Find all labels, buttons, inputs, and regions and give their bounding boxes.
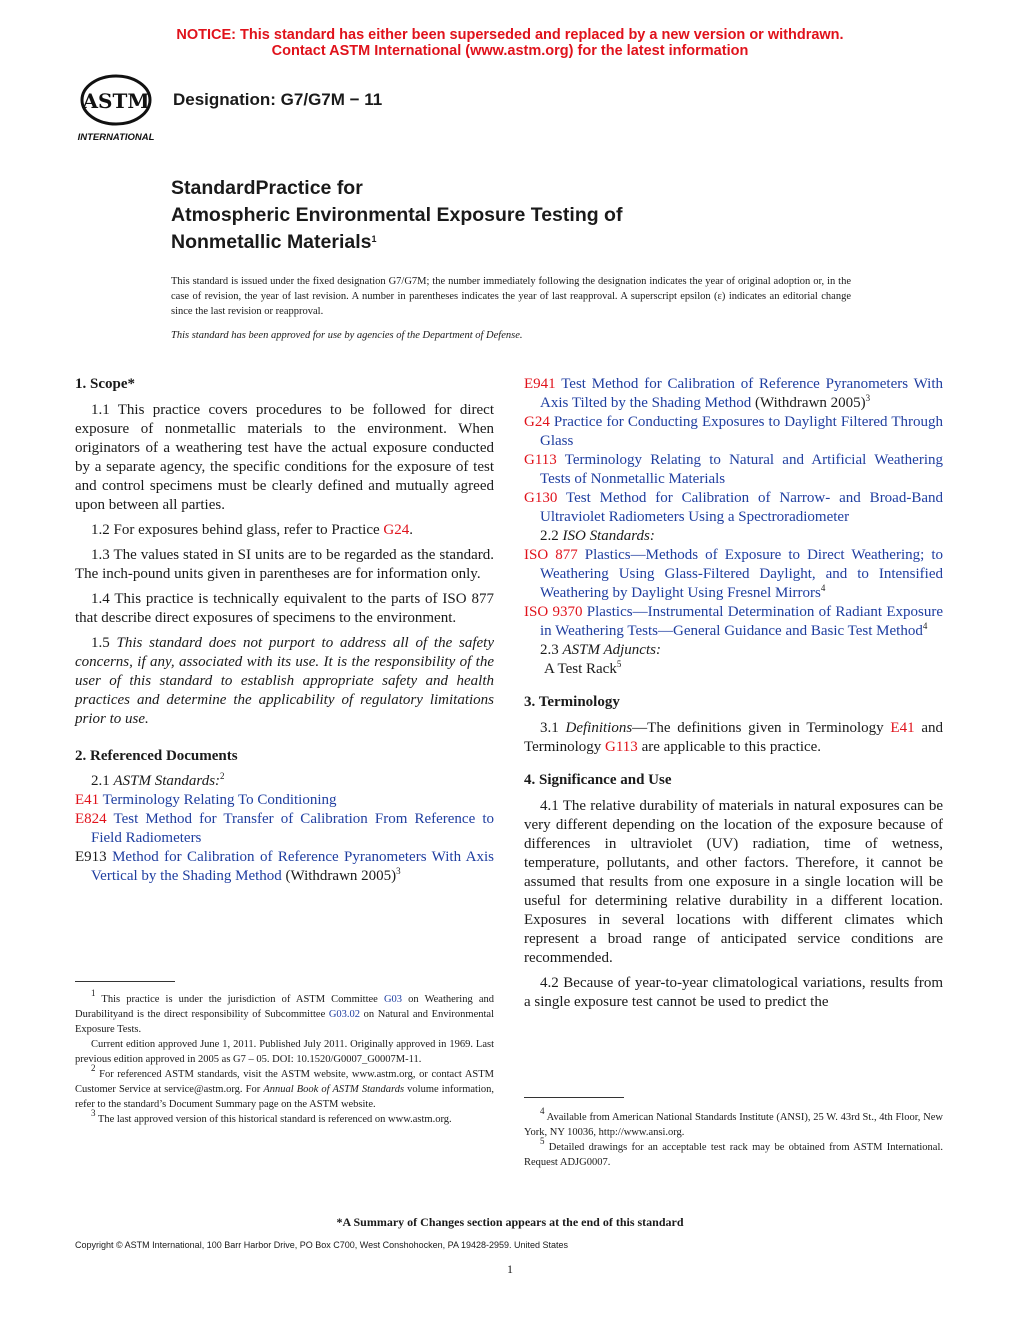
footnote-4: $^4$ Available from American National Standards Institute (ANSI), 25 W. 43rd St., 4th Floor, New York, NY 10036, http://www.ansi.org. <box>524 1106 943 1138</box>
para-1-3: 1.3 The values stated in SI units are to be regarded as the standard. The inch-pound units given in parentheses are for information only. <box>75 547 494 582</box>
para-2-2: 2.2 ISO Standards: <box>540 528 655 544</box>
footnote-5: $^5$ Detailed drawings for an acceptable test rack may be obtained from ASTM International. Request ADJG0007. <box>524 1136 943 1168</box>
ref-iso877: ISO 877 Plastics—Methods of Exposure to Direct Weathering; to Weathering Using Glass-Filtered Daylight, and to Intensified Weathering by Daylight Using Fresnel Mirrors$^4$ <box>524 547 943 601</box>
ref-e941: E941 Test Method for Calibration of Reference Pyranometers With Axis Tilted by the Shading Method (Withdrawn 2005)$^3$ <box>524 376 943 411</box>
para-4-2: 4.2 Because of year-to-year climatological variations, results from a single exposure test cannot be used to predict the <box>524 975 943 1010</box>
ref-g130: G130 Test Method for Calibration of Narrow- and Broad-Band Ultraviolet Radiometers Using a Spectroradiometer <box>524 490 943 525</box>
link-g0302[interactable]: G03.02 <box>328 1009 361 1020</box>
link-e41-term[interactable]: E41 <box>890 720 915 736</box>
title-line-1: StandardPractice for <box>171 177 363 199</box>
footnotes-left <box>75 988 494 1127</box>
notice-banner <box>0 27 1020 59</box>
logo-letters: ASTM <box>82 89 150 113</box>
link-g24-ref[interactable]: G24 <box>524 414 550 430</box>
defense-approval-note: This standard has been approved for use by agencies of the Department of Defense. <box>171 330 523 341</box>
issuance-note: This standard is issued under the fixed designation G7/G7M; the number immediately following the designation indicates the year of original adoption or, in the case of revision, the year of last revision. A number in parentheses indicates the year of last reapproval. A superscript epsilon (ε) indicates an editorial change since the last revision or reapproval. <box>171 276 851 317</box>
ref-e41: E41 Terminology Relating To Conditioning <box>75 792 337 808</box>
footnote-rule-left <box>75 981 175 982</box>
notice-line-1: NOTICE: This standard has either been superseded and replaced by a new version or withdrawn. <box>176 27 844 43</box>
page-number: 1 <box>507 1262 513 1276</box>
section-4-heading: 4. Significance and Use <box>524 772 672 788</box>
title-line-2: Atmospheric Environmental Exposure Testing of <box>171 204 623 226</box>
ref-g113: G113 Terminology Relating to Natural and Artificial Weathering Tests of Nonmetallic Materials <box>524 452 943 487</box>
para-1-4: 1.4 This practice is technically equivalent to the parts of ISO 877 that describe direct exposures of specimens to the environment. <box>75 591 494 626</box>
link-g113[interactable]: G113 <box>524 452 557 468</box>
link-e41[interactable]: E41 <box>75 792 100 808</box>
link-g03[interactable]: G03 <box>383 994 403 1005</box>
designation: Designation: G7/G7M − 11 <box>173 90 383 109</box>
notice-line-2: Contact ASTM International (www.astm.org) for the latest information <box>271 43 749 59</box>
footnote-1: $^1$ This practice is under the jurisdiction of ASTM Committee G03 on Weathering and Durabilityand is the direct responsibility of Subcommittee G03.02 on Natural and Environmental Exposure Tests. <box>75 988 494 1035</box>
ref-iso9370: ISO 9370 Plastics—Instrumental Determination of Radiant Exposure in Weathering Tests—General Guidance and Basic Test Method$^4$ <box>524 604 944 639</box>
ref-e824: E824 Test Method for Transfer of Calibration From Reference to Field Radiometers <box>75 811 494 846</box>
summary-of-changes-note: *A Summary of Changes section appears at the end of this standard <box>336 1215 684 1229</box>
footnote-2: $^2$ For referenced ASTM standards, visit the ASTM website, www.astm.org, or contact ASTM Customer Service at service@astm.org. For Annual Book of ASTM Standards volume information, refer to the standard’s Document Summary page on the ASTM website. <box>75 1063 494 1110</box>
logo-subtitle: INTERNATIONAL <box>77 132 155 143</box>
link-g113-term[interactable]: G113 <box>605 739 638 755</box>
para-4-1: 4.1 The relative durability of materials in natural exposures can be very different depending on the location of the exposure because of differences in ultraviolet (UV) radiation, time of wetness, temperature, pollutants, and other factors. Therefore, it cannot be assumed that results from one exposure in a single location will be useful for determining relative durability in a different location. Exposures in several locations with different climates which represent a broad range of anticipated service conditions are recommended. <box>524 798 943 966</box>
astm-logo-icon <box>68 72 164 144</box>
link-iso877[interactable]: ISO 877 <box>524 547 578 563</box>
link-e824[interactable]: E824 <box>75 811 107 827</box>
left-column <box>75 375 494 886</box>
ref-g24: G24 Practice for Conducting Exposures to Daylight Filtered Through Glass <box>524 414 943 449</box>
link-g130[interactable]: G130 <box>524 490 558 506</box>
para-2-3: 2.3 ASTM Adjuncts: <box>540 642 661 658</box>
para-1-2: 1.2 For exposures behind glass, refer to Practice G24. <box>91 522 414 538</box>
footnote-rule-right <box>524 1097 624 1098</box>
link-g24[interactable]: G24 <box>383 522 410 538</box>
right-column <box>524 375 943 1012</box>
section-1-heading: 1. Scope* <box>75 376 135 392</box>
title-line-3: Nonmetallic Materials$^1$ <box>171 231 377 253</box>
footnotes-right <box>524 1106 943 1170</box>
para-3-1: 3.1 Definitions—The definitions given in Terminology E41 and Terminology G113 are applicable to this practice. <box>524 720 943 755</box>
title-footnote-ref: 1 <box>371 234 377 244</box>
link-iso9370[interactable]: ISO 9370 <box>524 604 583 620</box>
section-3-heading: 3. Terminology <box>524 694 620 710</box>
copyright-line: Copyright © ASTM International, 100 Barr Harbor Drive, PO Box C700, West Conshohocken, PA 19428-2959. United States <box>75 1240 569 1250</box>
footnote-1-edition: Current edition approved June 1, 2011. Published July 2011. Originally approved in 1969. Last previous edition approved in 2005 as G7 – 05. DOI: 10.1520/G0007_G0007M-11. <box>75 1039 494 1065</box>
ref-e913: E913 Method for Calibration of Reference Pyranometers With Axis Vertical by the Shading Method (Withdrawn 2005)$^3$ <box>75 849 494 884</box>
para-1-1: 1.1 This practice covers procedures to be followed for direct exposure of nonmetallic materials to the environment. When originators of a weathering test have the actual exposure conducted by a separate agency, the specific conditions for the exposure of test and control specimens must be clearly defined and mutually agreed upon between all parties. <box>75 402 494 513</box>
document-title <box>171 175 622 256</box>
astm-logo <box>68 72 164 144</box>
footnote-3: $^3$ The last approved version of this historical standard is referenced on www.astm.org. <box>91 1108 452 1125</box>
link-e941[interactable]: E941 <box>524 376 556 392</box>
para-2-1: 2.1 ASTM Standards:$^2$ <box>91 771 225 789</box>
section-2-heading: 2. Referenced Documents <box>75 748 238 764</box>
para-1-5: 1.5 This standard does not purport to address all of the safety concerns, if any, associated with its use. It is the responsibility of the user of this standard to establish appropriate safety and health practices and determine the applicability of regulatory limitations prior to use. <box>75 635 495 727</box>
adjunct-test-rack: A Test Rack$^5$ <box>544 659 622 677</box>
